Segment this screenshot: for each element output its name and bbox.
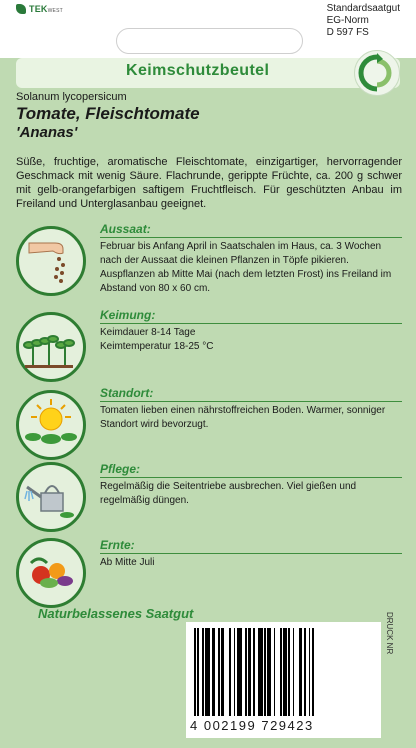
section-text: Tomaten lieben einen nährstoffreichen Boden. Warmer, sonniger Standort wird bevorzugt.	[100, 405, 386, 430]
watering-can-icon	[16, 462, 86, 532]
section-heading: Aussaat:	[100, 222, 151, 236]
green-dot-recycling-icon	[354, 50, 400, 96]
section-text: Regelmäßig die Seitentriebe ausbrechen. Viel gießen und regelmäßig düngen.	[100, 481, 357, 506]
divider	[100, 237, 402, 238]
norm-line: D 597 FS	[326, 27, 369, 38]
barcode-bars	[194, 628, 372, 716]
divider	[100, 401, 402, 402]
label-field	[116, 28, 303, 54]
section-text: Februar bis Anfang April in Saatschalen im Haus, ca. 3 Wochen nach der Aussaat die kleinen Pflanzen in Töpfe pikieren. Auspflanzen ab Mitte Mai (nach dem letzten Frost) ins Freiland im Abstand von 80 x 60 cm.	[100, 241, 392, 294]
product-description: Süße, fruchtige, aromatische Fleischtomate, einzigartiger, hervorragender Geschmack mit wenig Säure. Flachrunde, gerippte Früchte, ca. 200 g schwer mit gelb-orangefarbigen saftigem Fruchtfleisch. Für geschützten Anbau im Freiland und Unterglasanbau geeignet.	[16, 156, 402, 210]
divider	[100, 553, 402, 554]
norm-line: EG-Norm	[326, 15, 369, 26]
section-text: Ab Mitte Juli	[100, 557, 155, 568]
section-keimung	[16, 308, 402, 384]
barcode	[186, 622, 381, 738]
latin-name: Solanum lycopersicum	[16, 91, 127, 103]
logo-brand: TEK	[29, 4, 48, 14]
seedlings-icon	[16, 312, 86, 382]
section-heading: Ernte:	[100, 538, 135, 552]
section-pflege	[16, 462, 402, 538]
leaf-icon	[16, 4, 26, 14]
section-aussaat	[16, 222, 402, 302]
variety-name: 'Ananas'	[16, 124, 78, 141]
section-heading: Standort:	[100, 386, 154, 400]
druck-label: DRUCK NR	[385, 612, 394, 655]
banner-title: Keimschutzbeutel	[126, 62, 270, 79]
footer-title: Naturbelassenes Saatgut	[38, 606, 194, 621]
sowing-hand-icon	[16, 226, 86, 296]
section-text: Keimdauer 8-14 Tage Keimtemperatur 18-25 °C	[100, 327, 214, 352]
divider	[100, 323, 402, 324]
harvest-vegetables-icon	[16, 538, 86, 608]
seed-norm	[327, 3, 400, 39]
brand-logo	[16, 4, 63, 14]
divider	[100, 477, 402, 478]
barcode-gap	[314, 628, 317, 716]
banner	[16, 58, 400, 88]
section-ernte	[16, 538, 402, 604]
section-heading: Pflege:	[100, 462, 141, 476]
section-standort	[16, 386, 402, 462]
sun-plants-icon	[16, 390, 86, 460]
section-heading: Keimung:	[100, 308, 156, 322]
logo-suffix: WEST	[47, 8, 63, 14]
norm-line: Standardsaatgut	[326, 3, 400, 14]
barcode-number: 4 002199 729423	[190, 718, 314, 733]
product-name: Tomate, Fleischtomate	[16, 104, 200, 123]
